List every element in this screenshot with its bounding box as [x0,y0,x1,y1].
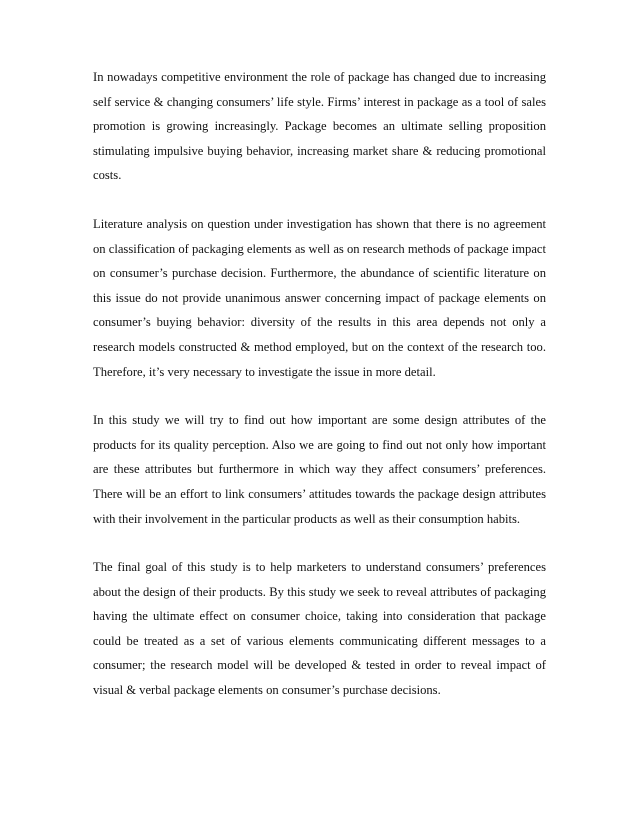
paragraph-4: The final goal of this study is to help marketers to understand consumers’ preferences about the design of their products. By this study we seek to reveal attributes of packaging having the ultimate effect on consumer choice, taking into consideration that package could be treated as a set of various elements communicating different messages to a consumer; the research model will be developed & tested in order to reveal impact of visual & verbal package elements on consumer’s purchase decisions. [93,560,546,698]
paragraph-1: In nowadays competitive environment the role of package has changed due to increasing self service & changing consumers’ life style. Firms’ interest in package as a tool of sales promotion is growing increasingly. Package becomes an ultimate selling proposition stimulating impulsive buying behavior, increasing market share & reducing promotional costs. [93,70,546,183]
paragraph-3: In this study we will try to find out how important are some design attributes of the products for its quality perception. Also we are going to find out not only how important are these attributes but furthermore in which way they affect consumers’ preferences. There will be an effort to link consumers’ attitudes towards the package design attributes with their involvement in the particular products as well as their consumption habits. [93,413,546,526]
paragraph-2: Literature analysis on question under investigation has shown that there is no agreement on classification of packaging elements as well as on research methods of package impact on consumer’s purchase decision. Furthermore, the abundance of scientific literature on this issue do not provide unanimous answer concerning impact of package elements on consumer’s buying behavior: diversity of the results in this area depends not only a research models constructed & method employed, but on the context of the research too. Therefore, it’s very necessary to investigate the issue in more detail. [93,216,546,379]
document-body [93,65,546,727]
